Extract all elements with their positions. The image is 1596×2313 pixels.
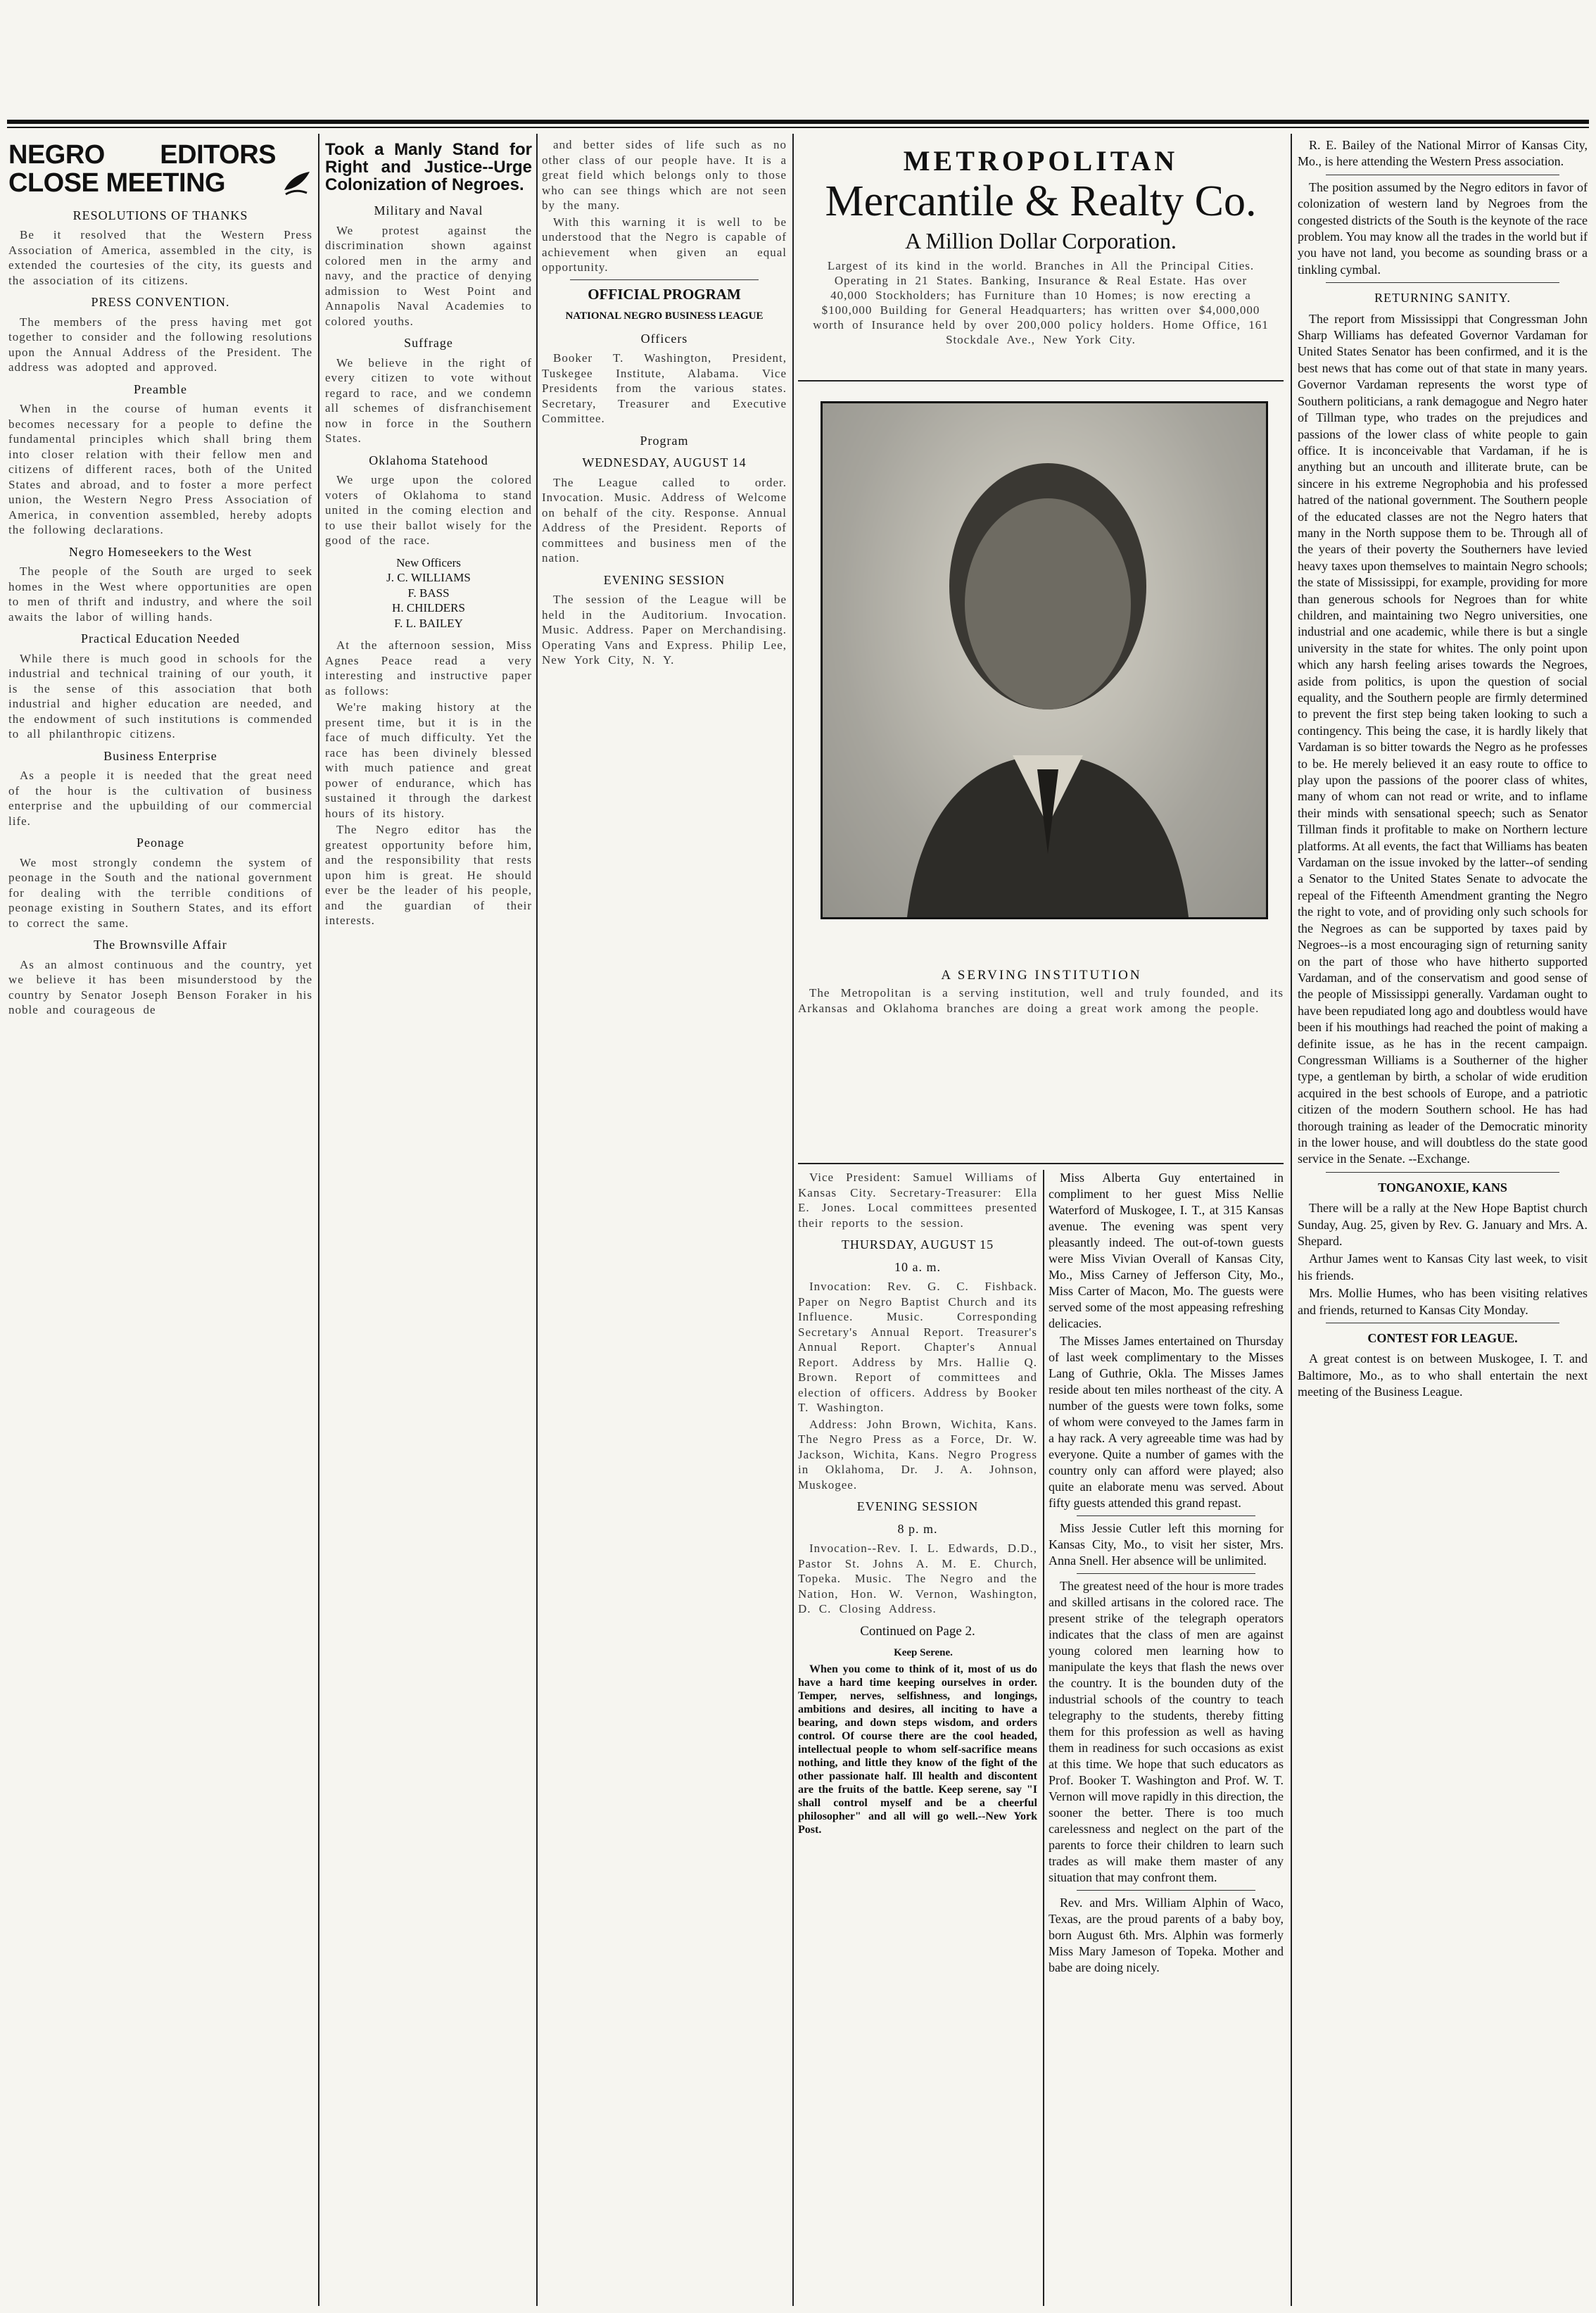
oklahoma-heading: Oklahoma Statehood <box>369 453 488 467</box>
column-divider-3 <box>792 134 794 2306</box>
practical-text: While there is much good in schools for the industrial and technical training of our youth, it is the sense of this association that both industrial and higher education are needed, and the endowment of such institutions is commended to all philanthropic citizens. <box>8 651 312 740</box>
masthead-rule-thick <box>7 120 1589 124</box>
section-rule <box>1077 1890 1255 1891</box>
center-intro <box>798 985 1284 1154</box>
section-rule <box>1326 1172 1559 1173</box>
column-2 <box>325 141 532 2306</box>
sub-headline: Took a Manly Stand for Right and Justice--Urge Colonization of Negroes. <box>325 141 532 194</box>
column-3 <box>542 137 787 2306</box>
leaf-ornament-icon <box>281 169 312 201</box>
ad-title-line-2: Mercantile & Realty Co. <box>825 177 1257 225</box>
program-heading: OFFICIAL PROGRAM <box>588 285 741 303</box>
tonganoxie-item: Arthur James went to Kansas City last week, to visit his friends. <box>1298 1252 1588 1282</box>
business-text: As a people it is needed that the great need of the hour is the cultivation of business enterprise and the upbuilding of our commercial life. <box>8 769 312 828</box>
officers-heading: Officers <box>640 331 688 346</box>
column-6 <box>1298 137 1588 2306</box>
body-paragraph: We're making history at the present time, but it is in the face of much difficulty. Yet the race has been divinely blessed with much patience and great power of endurance, which has sustained it through the darkest hours of its history. <box>325 700 532 820</box>
thursday-heading: THURSDAY, AUGUST 15 <box>841 1237 994 1252</box>
preamble-heading: Preamble <box>134 382 187 396</box>
body-paragraph: At the afternoon session, Miss Agnes Peace read a very interesting and instructive paper as follows: <box>325 638 532 698</box>
section-rule <box>1326 282 1559 283</box>
brownsville-heading: The Brownsville Affair <box>94 938 227 952</box>
thursday-time: 10 a. m. <box>894 1259 941 1274</box>
officers-list <box>325 555 532 631</box>
ad-title-line-1: METROPOLITAN <box>903 145 1179 177</box>
center-divider-rule <box>798 1163 1284 1164</box>
tonganoxie-item: Mrs. Mollie Humes, who has been visiting relatives and friends, returned to Kansas City Monday. <box>1298 1286 1588 1317</box>
metropolitan-advertisement <box>798 137 1284 377</box>
body-paragraph: The Negro editor has the greatest opportunity before him, and the responsibility that rests upon him is great. He should ever be the leader of his people, and the guardian of their interests. <box>325 823 532 927</box>
telegraphy-item: The greatest need of the hour is more trades and skilled artisans in the colored race. The present strike of the telegraph operators indicates that the class of men are against young colored men learning how to manipulate the keys that flash the news over the country. It is the bounden duty of the industrial schools of the country to teach telegraphy to the students, thereby fitting them for this profession as well as having them in readiness for such occasions as exist at this time. We hope that such educators as Prof. Booker T. Washington and Prof. W. T. Vernon will move rapidly in this direction, the sooner the better. There is too much carelessness and neglect on the part of the parents to force their children to learn such trades as will make them master of any situation that may confront them. <box>1049 1579 1284 1884</box>
section-rule <box>1077 1573 1255 1574</box>
evening-session-text: Invocation--Rev. I. L. Edwards, D.D., Pastor St. Johns A. M. E. Church, Topeka. Music. The Negro and the Nation, Hon. W. Vernon, Washington, D. C. Closing Address. <box>798 1542 1037 1615</box>
continued-notice: Continued on Page 2. <box>860 1623 975 1639</box>
bailey-item: R. E. Bailey of the National Mirror of Kansas City, Mo., is here attending the Western Press association. <box>1298 138 1588 169</box>
officers-list-item: H. CHILDERS <box>392 601 465 615</box>
body-paragraph: With this warning it is well to be understood that the Negro is capable of achievement when given an equal opportunity. <box>542 215 787 274</box>
body-paragraph: and better sides of life such as no other class of our people have. It is a great field which belongs only to those who can see things which are not seen by the many. <box>542 138 787 212</box>
program-label: Program <box>640 433 689 448</box>
officers-list-item: F. BASS <box>407 586 450 600</box>
james-item: The Misses James entertained on Thursday of last week complimentary to the Misses Lang of Guthrie, Okla. The Misses James reside about ten miles northeast of the city. A number of the guests were town folks, some of whom were conveyed to the James farm in a hay rack. A very agreeable time was had by everyone. Quite a number of games with the country only can afford were played; also quite an elaborate menu was served. About fifty guests attended this grand repast. <box>1049 1334 1284 1510</box>
intro-text: The Metropolitan is a serving institution, well and truly founded, and its Arkansas and Oklahoma branches are doing a great work among the people. <box>798 986 1284 1015</box>
committee-text: Vice President: Samuel Williams of Kansas City. Secretary-Treasurer: Ella E. Jones. Local committees presented their reports to the session. <box>798 1171 1037 1230</box>
evening-text: The session of the League will be held in the Auditorium. Invocation. Music. Address. Paper on Merchandising. Operating Vans and Express. Philip Lee, New York City, N. Y. <box>542 593 787 667</box>
section-rule <box>570 279 759 280</box>
evening-session-heading: EVENING SESSION <box>856 1499 979 1513</box>
column-1 <box>8 141 312 2306</box>
ad-bottom-rule <box>798 380 1284 382</box>
practical-heading: Practical Education Needed <box>81 631 240 645</box>
officers-list-item: J. C. WILLIAMS <box>386 571 471 584</box>
tonganoxie-heading: TONGANOXIE, KANS <box>1378 1180 1507 1195</box>
officers-text: Booker T. Washington, President, Tuskegee Institute, Alabama. Vice Presidents from the various states. Secretary, Treasurer and Executive Committee. <box>542 351 787 425</box>
business-heading: Business Enterprise <box>103 748 217 763</box>
evening-heading: EVENING SESSION <box>603 572 726 587</box>
sanity-text: The report from Mississippi that Congressman John Sharp Williams has defeated Governor Vardaman for United States Senator has been confirmed, and it is the best news that has come out of that state in many years. Governor Vardaman represents the worst type of Southern politicians, a rank demagogue and Negro hater of Tillman type, who trades on the prejudices and passions of the lower class of white people to gain office. It is inconceivable that Vardaman, if he is anything but an uncouth and illiterate brute, can be sincere in his extreme Negrophobia and his professed hatred of the national government. The Southern people of the educated classes are not the Negro haters that many in the North suppose them to be. Through all of the years of their poverty the Southerners have levied heavy taxes upon themselves to maintain Negro schools; the state of Mississippi, for example, providing for more than generous schools for Negroes than for white children, and maintaining two Negro universities, one industrial and one academic, while there is but a single university in the state for whites. The only point upon which any harsh feeling arises towards the Negroes, aside from politics, is upon the question of social equality, and the Southern people are firmly determined to prevent the first step being taken looking to such a contingency. This being the case, it is hardly likely that Vardaman is so bitter towards the Negro as he professes to be. He merely believed it an easy route to office to play upon the passions of the poorer class of whites, many of whom can not read or write, and to inflame their minds with sensational speech; such as Senator Tillman finds it profitable to make on Northern lecture platforms. At all events, the fact that Williams has beaten Vardaman on the issue invoked by the latter--of sending a Senator to the United States Senate to advocate the repeal of the Fifteenth Amendment granting the Negro the right to vote, and of providing only such schools for the Negroes as can be supported by taxes paid by Negroes--is a most encouraging sign of returning sanity on the part of those who have hitherto supported Vardaman, and of the conservatism and good sense of the people of Mississippi generally. Vardaman ought to have been repudiated long ago and doubtless would have been if his mouthings had reached the point of making a definite issue, as he has in the recent campaign. Congressman Williams is a Southerner of the higher type, a gentleman by birth, a scholar of wide erudition acquired in the best schools of Europe, and a patriotic citizen of the modern Southern school. He has had thorough training as leader of the Democratic minority in the lower house, and will doubtless do the state good service in the Senate. --Exchange. <box>1298 311 1588 1166</box>
officers-list-item: F. L. BAILEY <box>394 616 463 630</box>
resolutions-heading: RESOLUTIONS OF THANKS <box>72 208 248 222</box>
evening-session-time: 8 p. m. <box>897 1521 938 1536</box>
homeseekers-heading: Negro Homeseekers to the West <box>68 544 253 559</box>
column-divider-1 <box>318 134 319 2306</box>
preamble-text: When in the course of human events it becomes necessary for a people to define the fundamental principles which shall bring them into closer relation with their fellow men and citizens of different races, both of the United States and abroad, and to foster a more perfect union, the Western Negro Press Association of America, in convention assembled, hereby adopts the following declarations. <box>8 402 312 536</box>
oklahoma-text: We urge upon the colored voters of Oklahoma to stand united in the coming election and to use their ballot wisely for the good of the race. <box>325 473 532 547</box>
portrait-photo <box>821 401 1268 919</box>
column-divider-2 <box>536 134 538 2306</box>
brownsville-text: As an almost continuous and the country, yet we believe it has been misunderstood by the country by Senator Joseph Benson Foraker in his noble and courageous de <box>8 957 312 1016</box>
column-5 <box>1049 1170 1284 2306</box>
peonage-text: We most strongly condemn the system of peonage in the South and the national government for dealing with the terrible conditions of peonage existing in Southern States, and its effort to correct the same. <box>8 855 312 930</box>
keep-serene-title: Keep Serene. <box>894 1647 953 1658</box>
league-text: A great contest is on between Muskogee, I. T. and Baltimore, Mo., as to who shall entertain the next meeting of the Business League. <box>1298 1351 1588 1399</box>
position-item: The position assumed by the Negro editors in favor of colonization of western land by Negroes from the congested districts of the South is the keynote of the race problem. You may know all the trades in the world but if you have not land, you become as sounding brass or a tinkling cymbal. <box>1298 179 1588 277</box>
officers-list-item: New Officers <box>396 555 461 569</box>
sanity-heading: RETURNING SANITY. <box>1374 291 1511 305</box>
program-subheading: NATIONAL NEGRO BUSINESS LEAGUE <box>565 310 764 322</box>
masthead-rule-thin <box>7 127 1589 128</box>
column-divider-5 <box>1291 134 1292 2306</box>
wednesday-text: The League called to order. Invocation. Music. Address of Welcome on behalf of the city. Response. Annual Address of the President. Reports of committees and business men of the nation. <box>542 475 787 565</box>
column-4 <box>798 1170 1037 2306</box>
wednesday-heading: WEDNESDAY, AUGUST 14 <box>582 455 747 469</box>
thursday-text: Invocation: Rev. G. C. Fishback. Paper on Negro Baptist Church and its Influence. Music. Corresponding Secretary's Annual Report. Treasurer's Annual Report. Chapter's Annual Report. Address by Mrs. Hallie Q. Brown. Report of committees and election of officers. Address by Booker T. Washington. <box>798 1280 1037 1414</box>
section-rule <box>1077 1515 1255 1516</box>
ad-body: Largest of its kind in the world. Branches in All the Principal Cities. Operating in 21 States. Banking, Insurance & Real Estate. Has over 40,000 Stockholders; has Furniture than 10 Homes; is now erecting a $100,000 Building for General Headquarters; has written over $4,000,000 worth of Insurance held by over 200,000 policy holders. Home Office, 161 Stockdale Ave., New York City. <box>813 259 1269 346</box>
convention-heading: PRESS CONVENTION. <box>91 295 230 309</box>
cutler-item: Miss Jessie Cutler left this morning for Kansas City, Mo., to visit her sister, Mrs. Anna Snell. Her absence will be unlimited. <box>1049 1521 1284 1568</box>
convention-text: The members of the press having met got together to consider and the following resolutions upon the Annual Address of the President. The address was adopted and approved. <box>8 315 312 374</box>
portrait-figure <box>823 403 1266 917</box>
alphin-item: Rev. and Mrs. William Alphin of Waco, Texas, are the proud parents of a baby boy, born August 6th. Mrs. Alphin was formerly Miss Mary Jameson of Topeka. Mother and babe are doing nicely. <box>1049 1896 1284 1974</box>
resolutions-text: Be it resolved that the Western Press Association of America, assembled in the city, is extended the courtesies of the city, its guests and the association of its citizens. <box>8 228 312 287</box>
homeseekers-text: The people of the South are urged to seek homes in the West where opportunities are open to men of thrift and industry, and where the soil awaits the labor of willing hands. <box>8 565 312 624</box>
main-headline: NEGRO EDITORS CLOSE MEETING <box>8 141 276 198</box>
suffrage-heading: Suffrage <box>404 336 453 350</box>
keep-serene-text: When you come to think of it, most of us do have a hard time keeping ourselves in order. Temper, nerves, selfishness, and longings, ambitions and desires, all inciting to have a bearing, and down steps wisdom, and orders control. Of course there are the cool headed, intellectual people to whom self-sacrifice means nothing, and little they know of the fight of the other passionate half. Ill health and discontent are the fruits of the battle. Keep serene, say "I shall control myself and be a cheerful philosopher" and all will go well.--New York Post. <box>798 1663 1037 1836</box>
tonganoxie-item: There will be a rally at the New Hope Baptist church Sunday, Aug. 25, given by Rev. G. January and Mrs. A. Shepard. <box>1298 1201 1588 1248</box>
ad-title-line-3: A Million Dollar Corporation. <box>905 228 1177 253</box>
column-divider-4 <box>1043 1170 1044 2306</box>
suffrage-text: We believe in the right of every citizen to vote without regard to race, and we condemn all schemes of disfranchisement now in force in the Southern States. <box>325 355 532 445</box>
league-heading: CONTEST FOR LEAGUE. <box>1367 1331 1518 1346</box>
photo-caption: A SERVING INSTITUTION <box>941 968 1142 983</box>
headline-block <box>8 141 312 201</box>
guy-item: Miss Alberta Guy entertained in compliment to her guest Miss Nellie Waterford of Muskogee, I. T., at 315 Kansas avenue. The evening was spent very pleasantly indeed. The out-of-town guests were Miss Vivian Overall of Kansas City, Mo., Miss Carney of Jefferson City, Mo., Miss Carter of Macon, Mo. The guests were served some of the most appeasing refreshing delicacies. <box>1049 1171 1284 1330</box>
military-text: We protest against the discrimination shown against colored men in the army and navy, and the practice of denying admission to West Point and Annapolis Naval Academies to colored youths. <box>325 223 532 328</box>
peonage-heading: Peonage <box>137 836 184 850</box>
addresses-text: Address: John Brown, Wichita, Kans. The Negro Press as a Force, Dr. W. Jackson, Wichita, Kans. Negro Progress in Oklahoma, Dr. J. A. Johnson, Muskogee. <box>798 1417 1037 1492</box>
military-heading: Military and Naval <box>374 203 483 218</box>
